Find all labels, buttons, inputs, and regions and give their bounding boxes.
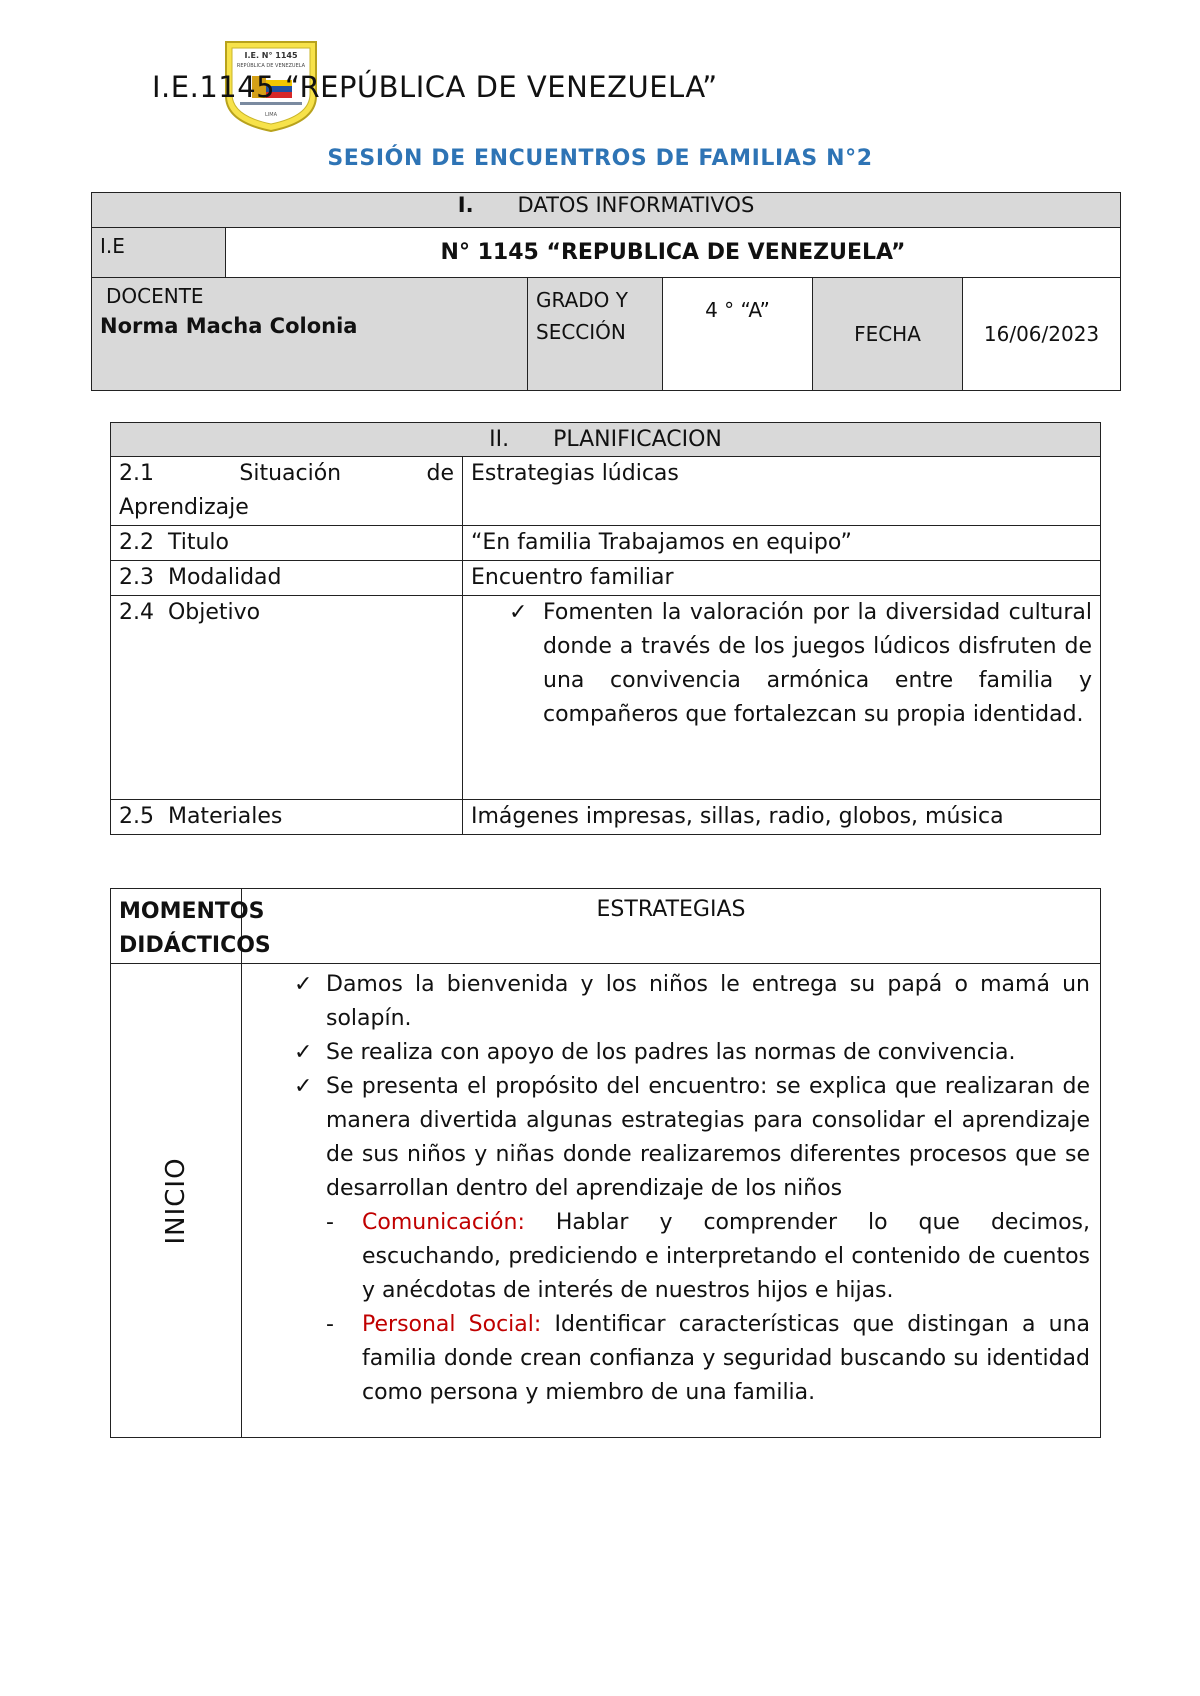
row-label-2-3: 2.3 Modalidad <box>111 561 463 596</box>
row-value-2-3: Encuentro familiar <box>463 561 1101 596</box>
momentos-table <box>110 888 1101 1438</box>
row-label-2-1 <box>111 457 463 526</box>
check-icon: ✓ <box>294 972 313 997</box>
planificacion-heading <box>111 423 1101 457</box>
row-value-2-4 <box>463 596 1101 800</box>
momentos-header <box>111 889 271 964</box>
list-item <box>296 968 1090 1036</box>
row-value-2-1: Estrategias lúdicas <box>463 457 1101 526</box>
session-title: SESIÓN DE ENCUENTROS DE FAMILIAS N°2 <box>327 146 873 171</box>
planificacion-heading-text: PLANIFICACION <box>553 427 722 452</box>
logo-text-bottom: LIMA <box>265 112 277 118</box>
momentos-header-line2: DIDÁCTICOS <box>119 933 271 958</box>
ie-value: N° 1145 “REPUBLICA DE VENEZUELA” <box>226 228 1121 278</box>
docente-value: Norma Macha Colonia <box>100 314 358 338</box>
list-item <box>322 1206 1090 1308</box>
sublabel-comunicacion: Comunicación: <box>362 1210 525 1235</box>
list-item <box>296 1036 1090 1070</box>
row-label-2-5: 2.5 Materiales <box>111 800 463 835</box>
docente-cell <box>92 278 528 391</box>
planificacion-table <box>110 422 1101 835</box>
objective-text: Fomenten la valoración por la diversidad cultural donde a través de los juegos lúdicos disfruten de una convivencia armónica entre familia y compañeros que fortalezcan su propia identidad. <box>543 600 1092 727</box>
table-row <box>111 596 1101 800</box>
school-title: I.E.1145 “REPÚBLICA DE VENEZUELA” <box>152 70 718 104</box>
dash-marker: - <box>326 1210 334 1235</box>
table-row <box>111 800 1101 835</box>
row-label-2-1-b: Situación <box>239 461 342 486</box>
logo-text-mid: REPÚBLICA DE VENEZUELA <box>236 63 306 69</box>
grado-value: 4 ° “A” <box>663 278 813 391</box>
fecha-label: FECHA <box>813 278 963 391</box>
strategy-text-2: Se realiza con apoyo de los padres las normas de convivencia. <box>326 1040 1016 1065</box>
row-label-2-2: 2.2 Titulo <box>111 526 463 561</box>
stage-cell <box>111 964 242 1438</box>
check-icon: ✓ <box>294 1074 313 1099</box>
logo-text-top: I.E. N° 1145 <box>244 51 298 60</box>
row-label-2-1-c: de <box>426 461 454 486</box>
momentos-header-line1: MOMENTOS <box>119 899 265 924</box>
dash-marker: - <box>326 1312 334 1337</box>
subtext-comunicacion: Hablar y comprender lo que decimos, escuchando, prediciendo e interpretando el contenido de cuentos y anécdotas de interés de nuestros hijos e hijas. <box>362 1210 1090 1303</box>
planificacion-heading-num: II. <box>489 427 510 452</box>
table-row <box>111 457 1101 526</box>
list-item <box>296 1070 1090 1410</box>
stage-label: INICIO <box>161 1156 191 1245</box>
row-value-2-2: “En familia Trabajamos en equipo” <box>463 526 1101 561</box>
check-icon: ✓ <box>294 1040 313 1065</box>
table-row <box>111 561 1101 596</box>
subtext-personal-social: Identificar características que distingan a una familia donde crean confianza y seguridad buscando su identidad como persona y miembro de una familia. <box>362 1312 1090 1405</box>
grado-label-2: SECCIÓN <box>536 320 626 344</box>
sublabel-personal-social: Personal Social: <box>362 1312 542 1337</box>
datos-heading-text: DATOS INFORMATIVOS <box>517 193 755 217</box>
strategy-text-3: Se presenta el propósito del encuentro: se explica que realizaran de manera divertida algunas estrategias para consolidar el aprendizaje de sus niños y niñas donde realizaremos diferentes procesos que se desarrollan dentro del aprendizaje de los niños <box>326 1074 1090 1201</box>
grado-label-1: GRADO Y <box>536 288 628 312</box>
grado-label-cell <box>528 278 663 391</box>
strategy-text-1: Damos la bienvenida y los niños le entrega su papá o mamá un solapín. <box>326 972 1090 1031</box>
estrategias-header: ESTRATEGIAS <box>242 889 1101 964</box>
list-item <box>322 1308 1090 1410</box>
ie-label: I.E <box>92 228 226 278</box>
row-label-2-1-d: Aprendizaje <box>119 495 249 520</box>
row-label-2-4: 2.4 Objetivo <box>111 596 463 800</box>
list-item <box>503 596 1092 732</box>
docente-label: DOCENTE <box>106 284 204 308</box>
datos-informativos-table <box>91 192 1121 391</box>
row-value-2-5: Imágenes impresas, sillas, radio, globos, música <box>463 800 1101 835</box>
fecha-value: 16/06/2023 <box>963 278 1121 391</box>
strategies-cell <box>242 964 1101 1438</box>
check-icon: ✓ <box>509 600 528 625</box>
datos-heading <box>92 193 1121 228</box>
row-label-2-1-a: 2.1 <box>119 461 154 486</box>
table-row <box>111 526 1101 561</box>
datos-heading-num: I. <box>457 193 474 217</box>
